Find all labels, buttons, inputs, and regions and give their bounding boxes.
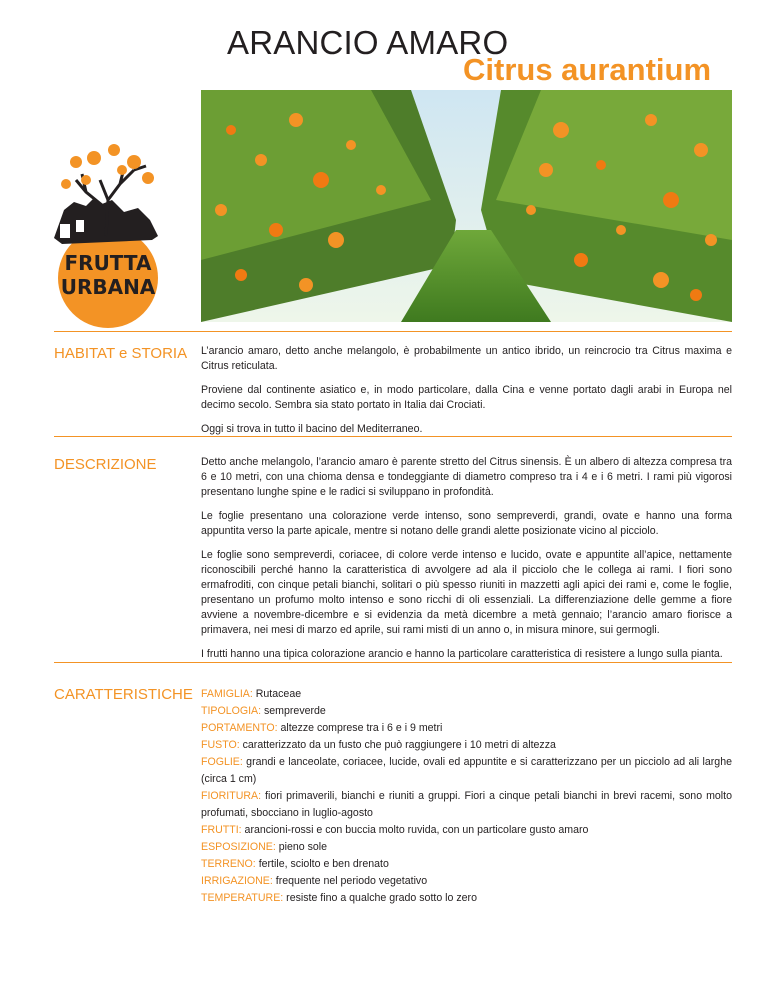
paragraph: I frutti hanno una tipica colorazione arancio e hanno la particolare caratteristica di resistere a lungo sulla pianta.: [201, 648, 723, 660]
orange-fruit: [653, 272, 669, 288]
page-title: ARANCIO AMARO: [227, 24, 509, 61]
characteristics-list: [201, 686, 732, 907]
orange-fruit: [313, 172, 329, 188]
list-item: TEMPERATURE: resiste fino a qualche grado sotto lo zero: [201, 892, 477, 904]
paragraph: Le foglie presentano una colorazione verde intenso, sono sempreverdi, grandi, ovate e hanno una forma appuntita verso la parte apicale, mentre si notano delle grandi alette posizionate vicino al picciolo.: [201, 510, 732, 537]
orange-fruit: [539, 163, 553, 177]
orange-fruit: [226, 125, 236, 135]
orange-fruit: [526, 205, 536, 215]
section-title-descrizione: DESCRIZIONE: [54, 456, 157, 473]
orange-fruit: [328, 232, 344, 248]
orange-grove-photo: [201, 90, 732, 322]
scientific-name: Citrus aurantium: [463, 52, 712, 87]
orange-fruit: [645, 114, 657, 126]
paragraph: Proviene dal continente asiatico e, in modo particolare, dalla Cina e venne portato dagli arabi in Europa nel decimo secolo. Sembra sia stato portato in Italia dai Crociati.: [201, 384, 732, 411]
orange-fruit: [269, 223, 283, 237]
paragraph: Oggi si trova in tutto il bacino del Mediterraneo.: [201, 423, 423, 435]
section-divider: [54, 436, 732, 437]
orange-fruit: [694, 143, 708, 157]
section-divider: [54, 331, 732, 332]
section-title-habitat: HABITAT e STORIA: [54, 345, 188, 362]
section-title-caratteristiche: CARATTERISTICHE: [54, 686, 193, 703]
paragraph: Le foglie sono sempreverdi, coriacee, di colore verde intenso e lucido, ovate e appuntite all’apice, nettamente riconoscibili perché hanno la caratteristica di avvolgere ad ala il picciolo che le collega ai rami. I fiori sono ermafroditi, con cinque petali bianchi, solitari o più spesso riuniti in mazzetti agli apici dei rami e, come le foglie, presentano un profumo molto intenso e sono ricchi di oli essenziali. La differenziazione delle gemme a fiore avviene a novembre-dicembre e si evidenzia da metà dicembre a metà gennaio; l’arancio amaro fiorisce a primavera, nei mesi di marzo ed aprile, sui rami misti di un anno o, in misura minore, sui germogli.: [201, 549, 732, 636]
logo-text-line1: FRUTTA: [64, 251, 152, 275]
orange-fruit: [596, 160, 606, 170]
orange-fruit: [616, 225, 626, 235]
paragraph: Detto anche melangolo, l’arancio amaro è parente stretto del Citrus sinensis. È un albero di altezza compresa tra 6 e 10 metri, con una chioma densa e tondeggiante di diametro compreso tra i 4 e i 6 metri. I rami più vigorosi presentano lunghe spine e le radici si sviluppano in profondità.: [201, 456, 732, 498]
frutta-urbana-logo: [42, 140, 184, 330]
list-item: TERRENO: fertile, sciolto e ben drenato: [201, 858, 389, 870]
list-item: IRRIGAZIONE: frequente nel periodo vegetativo: [201, 875, 428, 887]
list-item: FIORITURA: fiori primaverili, bianchi e riuniti a gruppi. Fiori a cinque petali bianchi in brevi racemi, sono molto profumati, sbocciano in luglio-agosto: [201, 790, 732, 819]
logo-text-line2: URBANA: [60, 275, 156, 299]
orange-fruit: [376, 185, 386, 195]
orange-fruit: [235, 269, 247, 281]
orange-fruit: [255, 154, 267, 166]
paragraph: L’arancio amaro, detto anche melangolo, è probabilmente un antico ibrido, un reincrocio tra Citrus maxima e Citrus reticulata.: [201, 345, 732, 372]
list-item: ESPOSIZIONE: pieno sole: [201, 841, 328, 853]
section-divider: [54, 662, 732, 663]
orange-fruit: [705, 234, 717, 246]
orange-fruit: [690, 289, 702, 301]
orange-fruit: [553, 122, 569, 138]
orange-fruit: [346, 140, 356, 150]
list-item: FUSTO: caratterizzato da un fusto che può raggiungere i 10 metri di altezza: [201, 739, 556, 751]
list-item: FAMIGLIA: Rutaceae: [201, 688, 302, 700]
orange-fruit: [574, 253, 588, 267]
section-body-descrizione: [201, 455, 732, 671]
list-item: TIPOLOGIA: sempreverde: [201, 705, 326, 717]
orange-fruit: [215, 204, 227, 216]
section-body-habitat: [201, 344, 732, 446]
list-item: PORTAMENTO: altezze comprese tra i 6 e i 9 metri: [201, 722, 443, 734]
orange-fruit: [663, 192, 679, 208]
orange-fruit: [289, 113, 303, 127]
orange-fruit: [299, 278, 313, 292]
list-item: FOGLIE: grandi e lanceolate, coriacee, lucide, ovali ed appuntite e si caratterizzano per un picciolo ad ali larghe (circa 1 cm): [201, 756, 732, 785]
list-item: FRUTTI: arancioni-rossi e con buccia molto ruvida, con un particolare gusto amaro: [201, 824, 589, 836]
